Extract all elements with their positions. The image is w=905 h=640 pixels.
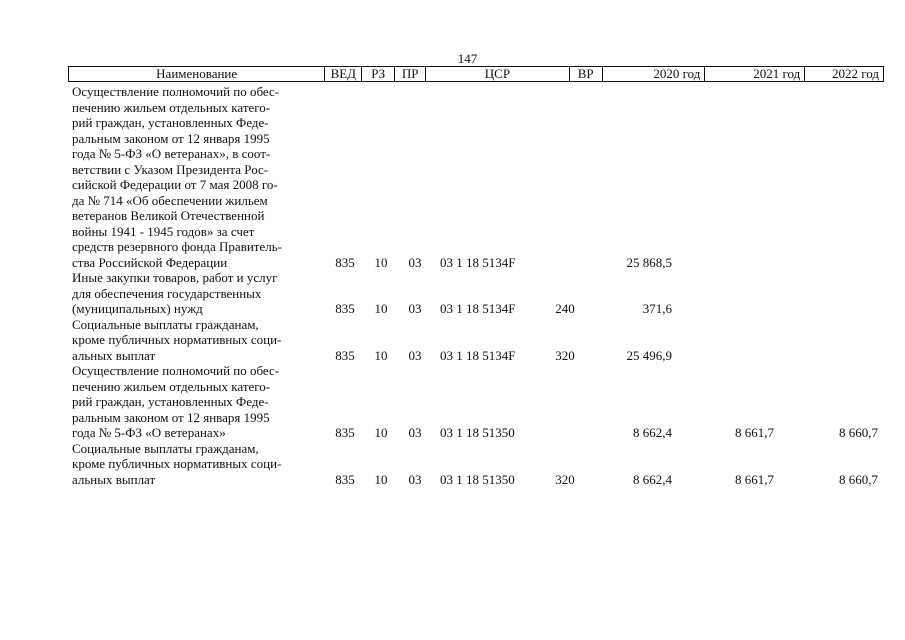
header-2020: 2020 год [603,67,706,81]
row-csr: 03 1 18 5134F [440,347,516,363]
row-2020: 25 496,9 [626,347,672,363]
table-row [72,317,886,364]
header-ved: ВЕД [325,67,362,81]
row-csr: 03 1 18 5134F [440,254,516,270]
row-rz: 10 [374,254,388,270]
header-pr: ПР [395,67,426,81]
table-row [72,363,886,441]
header-rz: РЗ [362,67,395,81]
row-2021: 8 661,7 [735,471,774,487]
row-name: Социальные выплаты гражданам, кроме публичных нормативных соци- альных выплат [72,440,282,487]
row-2022: 8 660,7 [839,425,878,440]
row-vr: 240 [555,301,575,316]
row-name: Социальные выплаты гражданам, кроме публичных нормативных соци- альных выплат [72,316,282,363]
row-pr: 03 [408,254,422,270]
header-name: Наименование [69,67,325,81]
table-row [72,270,886,317]
row-2020: 8 662,4 [633,471,672,487]
table-row [72,441,886,488]
page-number: 147 [457,51,478,66]
row-csr: 03 1 18 5134F [440,301,516,316]
row-2021: 8 661,7 [735,425,774,440]
header-2021: 2021 год [705,67,805,81]
row-vr: 320 [555,347,575,363]
row-2020: 25 868,5 [626,254,672,270]
row-pr: 03 [408,347,422,363]
row-pr: 03 [408,301,422,316]
row-rz: 10 [374,425,388,440]
row-ved: 835 [335,301,355,316]
table-body [72,84,886,487]
row-2020: 371,6 [642,301,672,316]
row-ved: 835 [335,471,355,487]
header-vr: ВР [570,67,603,81]
row-name: Иные закупки товаров, работ и услуг для обеспечения государственных (муниципальных) нужд [72,270,278,316]
row-2020: 8 662,4 [633,425,672,440]
row-pr: 03 [408,425,422,440]
header-2022: 2022 год [832,67,879,81]
row-ved: 835 [335,425,355,440]
row-vr: 320 [555,471,575,487]
row-2022: 8 660,7 [839,471,878,487]
row-rz: 10 [374,301,388,316]
row-csr: 03 1 18 51350 [440,425,515,440]
row-name: Осуществление полномочий по обес- печению жильем отдельных катего- рий граждан, установленных Феде- ральным законом от 12 января 1995 года № 5-ФЗ «О ветеранах», в соот- ветствии с Указом Президента Рос- сийской Федерации от 7 мая 2008 го- да № 714 «Об обеспечении жильем ветеранов Великой Отечественной войны 1941 - 1945 годов» за счет средств резервного фонда Правитель- ства Российской Федерации [72,84,282,270]
row-rz: 10 [374,471,388,487]
table-row [72,84,886,270]
row-rz: 10 [374,347,388,363]
table-header [68,66,884,82]
row-csr: 03 1 18 51350 [440,471,515,487]
row-pr: 03 [408,471,422,487]
header-csr: ЦСР [426,67,570,81]
row-name: Осуществление полномочий по обес- печению жильем отдельных катего- рий граждан, установленных Феде- ральным законом от 12 января 1995 года № 5-ФЗ «О ветеранах» [72,363,280,440]
row-ved: 835 [335,254,355,270]
row-ved: 835 [335,347,355,363]
